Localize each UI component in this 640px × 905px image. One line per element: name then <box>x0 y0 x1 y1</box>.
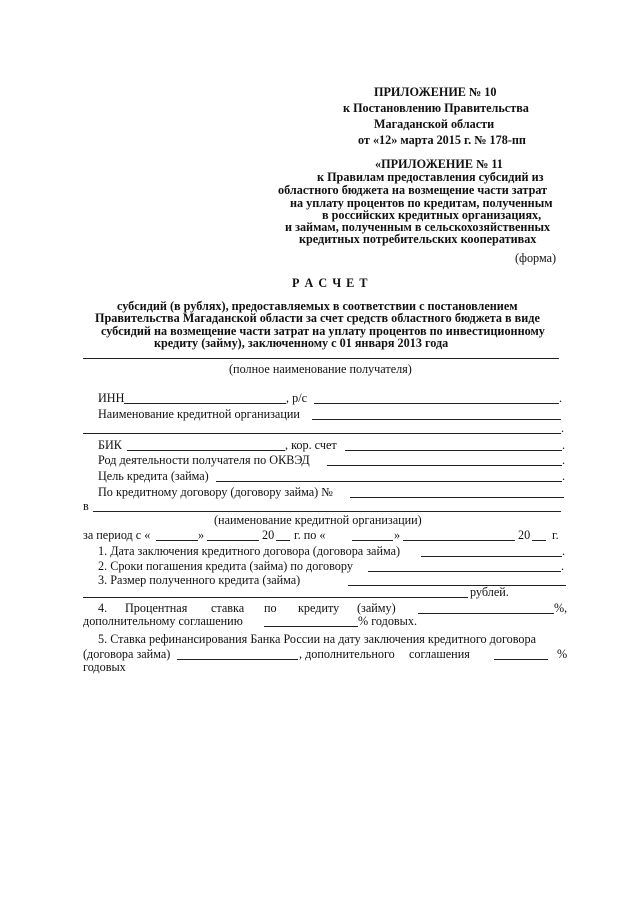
item-5-contract-label: (договора займа) <box>83 647 171 661</box>
okved-label: Род деятельности получателя по ОКВЭД <box>98 453 310 467</box>
period-to-label: г. по « <box>294 528 326 542</box>
corr-account-label: , кор. счет <box>285 438 337 452</box>
account-label: , р/с <box>286 391 307 405</box>
account-field[interactable] <box>314 403 559 404</box>
additional-agreement-rate-field[interactable] <box>264 626 358 627</box>
period-from-year-field[interactable] <box>276 540 290 541</box>
period-to-month-field[interactable] <box>403 540 515 541</box>
item-5-additional-label: , дополнительного <box>299 647 395 661</box>
year-prefix: 20 <box>518 528 531 542</box>
subtitle-line-1: субсидий (в рублях), предоставляемых в соответствии с постановлением <box>117 299 518 313</box>
percent-annual-label: % годовых. <box>358 614 418 628</box>
contract-date-field[interactable] <box>421 556 562 557</box>
period-from-label: за период с « <box>83 528 151 542</box>
additional-agreement-label: дополнительному соглашению <box>83 614 243 628</box>
year-suffix: г. <box>552 528 559 542</box>
rules-line-6: кредитных потребительских кооперативах <box>299 232 537 246</box>
credit-org-label: Наименование кредитной организации <box>98 407 300 421</box>
subtitle-line-4: кредиту (займу), заключенному с 01 января 2013 года <box>154 336 449 350</box>
quote-mark: » <box>394 528 401 542</box>
item-2-label: 2. Сроки погашения кредита (займа) по договору <box>98 559 353 573</box>
rules-line-2: областного бюджета на возмещение части затрат <box>278 183 548 197</box>
interest-rate-field[interactable] <box>418 613 554 614</box>
in-label: в <box>83 499 89 513</box>
item-1-label: 1. Дата заключения кредитного договора (договора займа) <box>98 544 401 558</box>
loan-amount-field[interactable] <box>348 585 566 586</box>
credit-org-caption: (наименование кредитной организации) <box>214 513 422 527</box>
item-5-agreement-label: соглашения <box>409 647 470 661</box>
purpose-label: Цель кредита (займа) <box>98 469 209 483</box>
percent-sign: % <box>557 647 568 661</box>
rules-line-1: к Правилам предоставления субсидий из <box>317 170 544 184</box>
year-prefix: 20 <box>262 528 275 542</box>
refinancing-rate-field[interactable] <box>177 659 298 660</box>
recipient-caption: (полное наименование получателя) <box>229 362 412 376</box>
period-from-month-field[interactable] <box>207 540 259 541</box>
document-title: Р А С Ч Е Т <box>292 276 369 290</box>
contract-label: По кредитному договору (договору займа) № <box>98 485 333 499</box>
period-mark: . <box>561 559 565 573</box>
item-3-label: 3. Размер полученного кредита (займа) <box>98 573 301 587</box>
bik-field[interactable] <box>127 450 285 451</box>
appendix-11-heading: «ПРИЛОЖЕНИЕ № 11 <box>375 157 503 171</box>
subtitle-line-3: субсидий на возмещение части затрат на уплату процентов по инвестиционному <box>101 324 545 338</box>
inn-label: ИНН <box>98 391 125 405</box>
item-4-word: (займу) <box>357 601 396 615</box>
credit-org-name-field[interactable] <box>93 511 561 512</box>
refinancing-rate-agreement-field[interactable] <box>494 659 548 660</box>
purpose-field[interactable] <box>216 481 562 482</box>
corr-account-field[interactable] <box>345 450 562 451</box>
form-note: (форма) <box>515 251 557 265</box>
rules-line-4: в российских кредитных организациях, <box>322 208 542 222</box>
period-mark: . <box>562 453 566 467</box>
inn-field[interactable] <box>124 403 286 404</box>
annual-label: годовых <box>83 660 126 674</box>
appendix-10-heading: ПРИЛОЖЕНИЕ № 10 <box>374 85 497 99</box>
period-to-day-field[interactable] <box>352 540 393 541</box>
recipient-name-line[interactable] <box>83 358 559 359</box>
period-mark: . <box>562 544 566 558</box>
contract-number-field[interactable] <box>350 497 564 498</box>
resolution-reference: к Постановлению Правительства <box>343 101 529 115</box>
subtitle-line-2: Правительства Магаданской области за счет средств областного бюджета в виде <box>95 311 540 325</box>
loan-amount-field-continued[interactable] <box>83 597 468 598</box>
period-from-day-field[interactable] <box>156 540 198 541</box>
period-mark: . <box>562 438 566 452</box>
percent-sign: %, <box>554 601 568 615</box>
item-4-word: Процентная <box>125 601 188 615</box>
bik-label: БИК <box>98 438 122 452</box>
period-mark: . <box>561 421 565 435</box>
item-5-label: 5. Ставка рефинансирования Банка России на дату заключения кредитного договора <box>98 632 537 646</box>
period-mark: . <box>562 469 566 483</box>
region-name: Магаданской области <box>374 117 495 131</box>
period-mark: . <box>559 391 563 405</box>
item-4-word: по <box>264 601 277 615</box>
rules-line-5: и займам, полученным в сельскохозяйственных <box>285 220 551 234</box>
okved-field[interactable] <box>327 465 562 466</box>
period-to-year-field[interactable] <box>532 540 546 541</box>
credit-org-field-continued[interactable] <box>83 433 561 434</box>
item-4-word: кредиту <box>298 601 340 615</box>
item-4-number: 4. <box>98 601 108 615</box>
rubles-label: рублей. <box>470 585 509 599</box>
rules-line-3: на уплату процентов по кредитам, полученным <box>290 196 553 210</box>
credit-org-field[interactable] <box>312 419 561 420</box>
repayment-terms-field[interactable] <box>368 571 561 572</box>
quote-mark: » <box>198 528 205 542</box>
resolution-date-number: от «12» марта 2015 г. № 178-пп <box>358 133 526 147</box>
item-4-word: ставка <box>211 601 245 615</box>
